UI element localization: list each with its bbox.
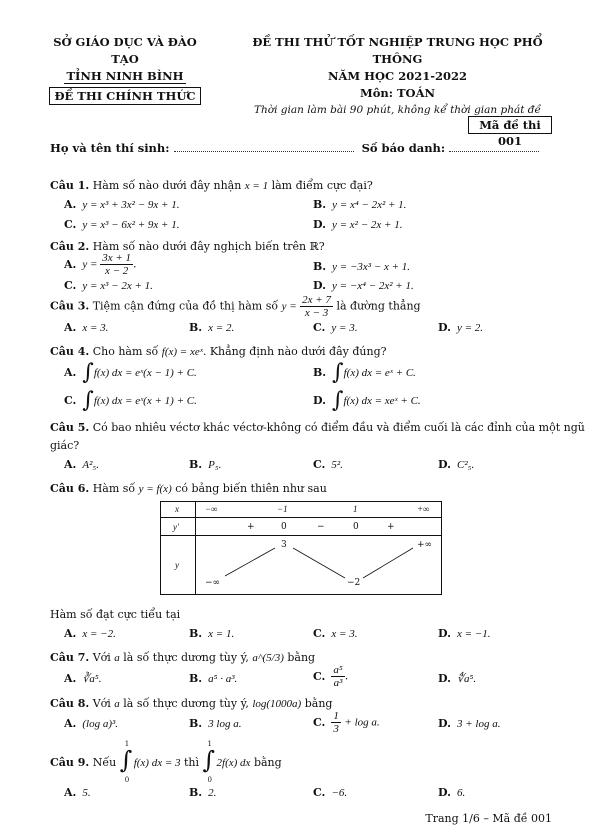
- name-field[interactable]: [174, 142, 354, 152]
- q2-option-b[interactable]: B. y = −3x³ − x + 1.: [313, 260, 411, 273]
- integral-sign: ∫: [82, 360, 94, 385]
- question-5: Câu 5. Có bao nhiêu véctơ khác véctơ-không có điểm đầu và điểm cuối là các đỉnh của một ngũ: [50, 421, 585, 434]
- duration: Thời gian làm bài 90 phút, không kể thời gian phát đề: [253, 104, 541, 116]
- vt-x-0: −∞: [205, 504, 218, 514]
- question-6-ask: Hàm số đạt cực tiểu tại: [50, 608, 181, 621]
- vt-sign-4: +: [387, 522, 395, 532]
- q8-option-d[interactable]: D. 3 + log a.: [438, 717, 501, 730]
- vt-y-neginf: −∞: [205, 578, 221, 588]
- variation-table: [160, 501, 442, 595]
- integral-sign: ∫: [82, 388, 94, 413]
- exam-code: Mã đề thi 001: [468, 116, 552, 134]
- q1-option-a[interactable]: A. y = x³ + 3x² − 9x + 1.: [64, 198, 180, 211]
- q1-option-c[interactable]: C. y = x³ − 6x² + 9x + 1.: [64, 218, 180, 231]
- q6-option-c[interactable]: C. x = 3.: [313, 627, 358, 640]
- question-8: Câu 8. Với a là số thực dương tùy ý, log(1000a) bằng: [50, 697, 333, 710]
- subject: Môn: TOÁN: [359, 86, 436, 100]
- q3-option-a[interactable]: A. x = 3.: [64, 321, 109, 334]
- q7-option-c[interactable]: C. $\frac{\text{a⁵}}{\text{a³}}$ .: [313, 664, 349, 689]
- q5-option-c[interactable]: C. 5².: [313, 458, 343, 471]
- q4-option-b[interactable]: B. ∫f(x) dx = eˣ + C.: [313, 360, 416, 385]
- q9-option-b[interactable]: B. 2.: [189, 786, 217, 799]
- q1-option-d[interactable]: D. y = x² − 2x + 1.: [313, 218, 403, 231]
- q2-option-a[interactable]: A. y = $\frac{3x + 1}{x - 2}$ .: [64, 252, 137, 277]
- question-3: Câu 3. Tiệm cận đứng của đồ thị hàm số y = $\frac{2x + 7}{x - 3}$ là đường thẳng: [50, 294, 421, 319]
- q5-option-a[interactable]: A. A²₅.: [64, 458, 99, 471]
- exam-title: ĐỀ THI THỬ TỐT NGHIỆP TRUNG HỌC PHỔ THÔNG: [252, 35, 543, 66]
- question-1: Câu 1. Hàm số nào dưới đây nhận x = 1 làm điểm cực đại?: [50, 179, 373, 192]
- q4-option-a[interactable]: A. ∫f(x) dx = eˣ(x − 1) + C.: [64, 360, 197, 385]
- vt-x-label: x: [175, 504, 179, 514]
- q3-option-d[interactable]: D. y = 2.: [438, 321, 484, 334]
- header-right: [240, 34, 555, 119]
- vt-y-neg2: −2: [347, 578, 361, 588]
- vt-x-1: −1: [277, 504, 288, 514]
- definite-integral-2: 1 ∫ 0: [202, 740, 216, 784]
- q9-option-c[interactable]: C. −6.: [313, 786, 348, 799]
- q5-option-b[interactable]: B. P₅.: [189, 458, 222, 471]
- q2-option-d[interactable]: D. y = −x⁴ − 2x² + 1.: [313, 279, 414, 292]
- q4-option-d[interactable]: D. ∫f(x) dx = xeˣ + C.: [313, 388, 421, 413]
- name-label: Họ và tên thí sinh:: [50, 141, 170, 155]
- vt-sign-3: 0: [353, 522, 359, 532]
- question-4: Câu 4. Cho hàm số f(x) = xeˣ. Khẳng định nào dưới đây đúng?: [50, 345, 387, 358]
- q7-option-b[interactable]: B. a⁵ · a³.: [189, 672, 238, 685]
- q9-option-a[interactable]: A. 5.: [64, 786, 91, 799]
- vt-y-posinf: +∞: [417, 540, 433, 550]
- vt-y-label: y: [175, 560, 179, 570]
- vt-x-2: 1: [353, 504, 358, 514]
- q3-option-c[interactable]: C. y = 3.: [313, 321, 358, 334]
- id-label: Số báo danh:: [361, 141, 446, 155]
- vt-arrows: [161, 502, 443, 596]
- page-footer: Trang 1/6 – Mã đề 001: [425, 812, 552, 825]
- question-7: Câu 7. Với a là số thực dương tùy ý, a^(5/3) bằng: [50, 651, 316, 664]
- q8-option-c[interactable]: C. $\frac{1}{3}$ + log a.: [313, 710, 380, 735]
- q8-option-a[interactable]: A. (log a)³.: [64, 717, 119, 730]
- q6-option-d[interactable]: D. x = −1.: [438, 627, 491, 640]
- vt-x-3: +∞: [417, 504, 430, 514]
- question-6: Câu 6. Hàm số y = f(x) có bảng biến thiên như sau: [50, 482, 327, 495]
- definite-integral-1: 1 ∫ 0: [119, 740, 133, 784]
- student-info: [50, 141, 550, 157]
- question-9: Câu 9. Nếu 1 ∫ 0 f(x) dx = 3 thì 1 ∫ 0 2f(x) dx bằng: [50, 740, 282, 784]
- vt-sign-0: +: [247, 522, 255, 532]
- header-left: [40, 34, 210, 105]
- vt-sign-2: −: [317, 522, 325, 532]
- q1-option-b[interactable]: B. y = x⁴ − 2x² + 1.: [313, 198, 407, 211]
- q7-option-a[interactable]: A. ∛a⁵.: [64, 672, 102, 685]
- q4-option-c[interactable]: C. ∫f(x) dx = eˣ(x + 1) + C.: [64, 388, 197, 413]
- q2-option-c[interactable]: C. y = x³ − 2x + 1.: [64, 279, 153, 292]
- q7-option-d[interactable]: D. ∜a⁵.: [438, 672, 477, 685]
- vt-sign-1: 0: [281, 522, 287, 532]
- q8-option-b[interactable]: B. 3 log a.: [189, 717, 242, 730]
- q5-option-d[interactable]: D. C²₅.: [438, 458, 475, 471]
- integral-sign: ∫: [331, 388, 344, 413]
- official-stamp: ĐỀ THI CHÍNH THỨC: [49, 87, 200, 105]
- question-5-cont: giác?: [50, 439, 80, 452]
- dept-line1: SỞ GIÁO DỤC VÀ ĐÀO TẠO: [53, 35, 197, 66]
- q9-option-d[interactable]: D. 6.: [438, 786, 466, 799]
- question-2: Câu 2. Hàm số nào dưới đây nghịch biến trên ℝ?: [50, 240, 325, 253]
- q6-option-b[interactable]: B. x = 1.: [189, 627, 235, 640]
- q3-option-b[interactable]: B. x = 2.: [189, 321, 235, 334]
- integral-sign: ∫: [332, 360, 344, 385]
- id-field[interactable]: [449, 142, 539, 152]
- dept-line2: TỈNH NINH BÌNH: [66, 69, 184, 83]
- vt-y-3: 3: [281, 540, 287, 550]
- school-year: NĂM HỌC 2021-2022: [328, 69, 467, 83]
- q6-option-a[interactable]: A. x = −2.: [64, 627, 116, 640]
- vt-yp-label: y′: [173, 522, 179, 532]
